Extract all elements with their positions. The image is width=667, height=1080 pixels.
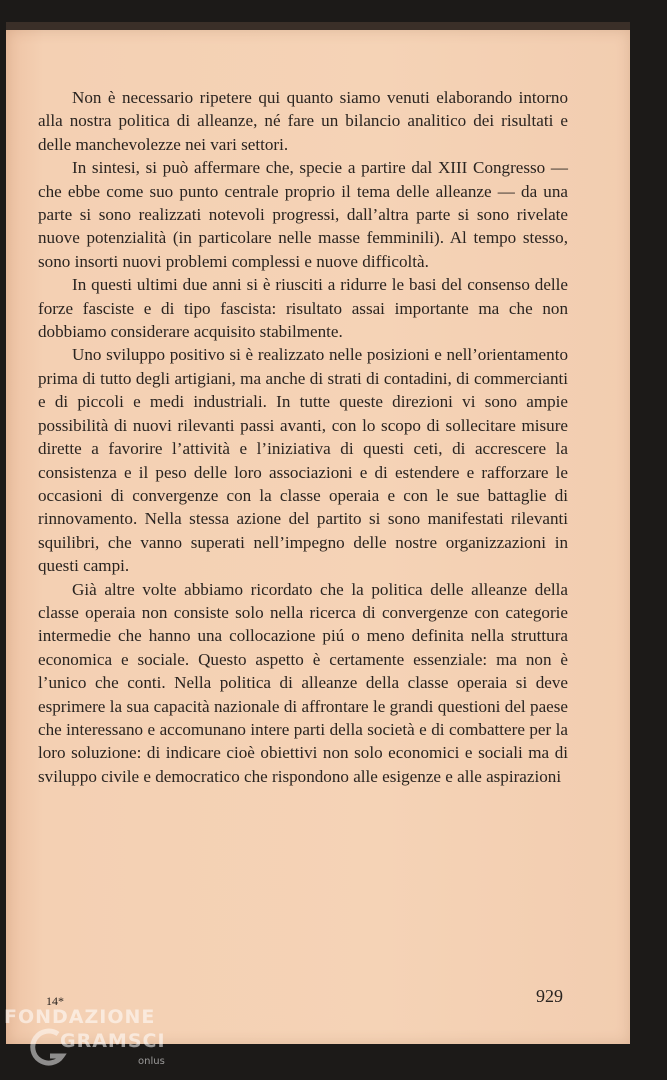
watermark-onlus: onlus xyxy=(138,1056,165,1067)
watermark-line1: FONDAZIONE xyxy=(4,1006,156,1028)
body-text xyxy=(38,86,568,788)
paragraph-1: Non è necessario ripetere qui quanto siamo venuti elaborando intorno alla nostra politica di alleanze, né fare un bilancio analitico dei risultati e delle manchevolezze nei vari settori. xyxy=(38,88,568,154)
page-number: 929 xyxy=(536,986,563,1006)
paragraph-5: Già altre volte abbiamo ricordato che la politica delle alleanze della classe operaia non consiste solo nella ricerca di convergenze con categorie intermedie che hanno una collocazione piú o meno definita nella struttura economica e sociale. Questo aspetto è certamente essenziale: ma non è l’unico che conti. Nella politica di alleanze della classe operaia si deve esprimere la sua capacità nazionale di affrontare le grandi questioni del paese che interessano e accomunano intere parti della società e di combattere per la loro soluzione: di indicare cioè obiettivi non solo economici e sociali ma di sviluppo civile e democratico che rispondono alle esigenze e alle aspirazioni xyxy=(38,579,568,786)
signature-mark: 14* xyxy=(46,994,64,1008)
paragraph-3: In questi ultimi due anni si è riusciti a ridurre le basi del consenso delle forze fasciste e di tipo fascista: risultato assai importante ma che non dobbiamo considerare acquisito stabilmente. xyxy=(38,275,568,342)
paragraph-2: In sintesi, si può affermare che, specie a partire dal XIII Congresso — che ebbe come suo punto centrale proprio il tema delle alleanze — da una parte si sono realizzati notevoli progressi, dall’altra parte si sono rivelate nuove potenzialità (in particolare nelle masse femminili). Al tempo stesso, sono insorti nuovi problemi complessi e nuove difficoltà. xyxy=(38,158,568,271)
paragraph-4: Uno sviluppo positivo si è realizzato nelle posizioni e nell’orientamento prima di tutto degli artigiani, ma anche di strati di contadini, di commercianti e di piccoli e medi industriali. In tutte queste direzioni vi sono ampie possibilità di nuovi rilevanti passi avanti, con lo scopo di sollecitare misure dirette a favorire l’attività e l’iniziativa di questi ceti, di accrescere la consistenza e il peso delle loro associazioni e di estendere e rafforzare le occasioni di convergenze con la classe operaia e con le sue battaglie di rinnovamento. Nella stessa azione del partito si sono manifestati rilevanti squilibri, che vanno superati nell’impegno delle nostre organizzazioni in questi campi. xyxy=(38,345,568,576)
watermark xyxy=(4,1006,204,1076)
watermark-line2: GRAMSCI xyxy=(60,1030,166,1052)
